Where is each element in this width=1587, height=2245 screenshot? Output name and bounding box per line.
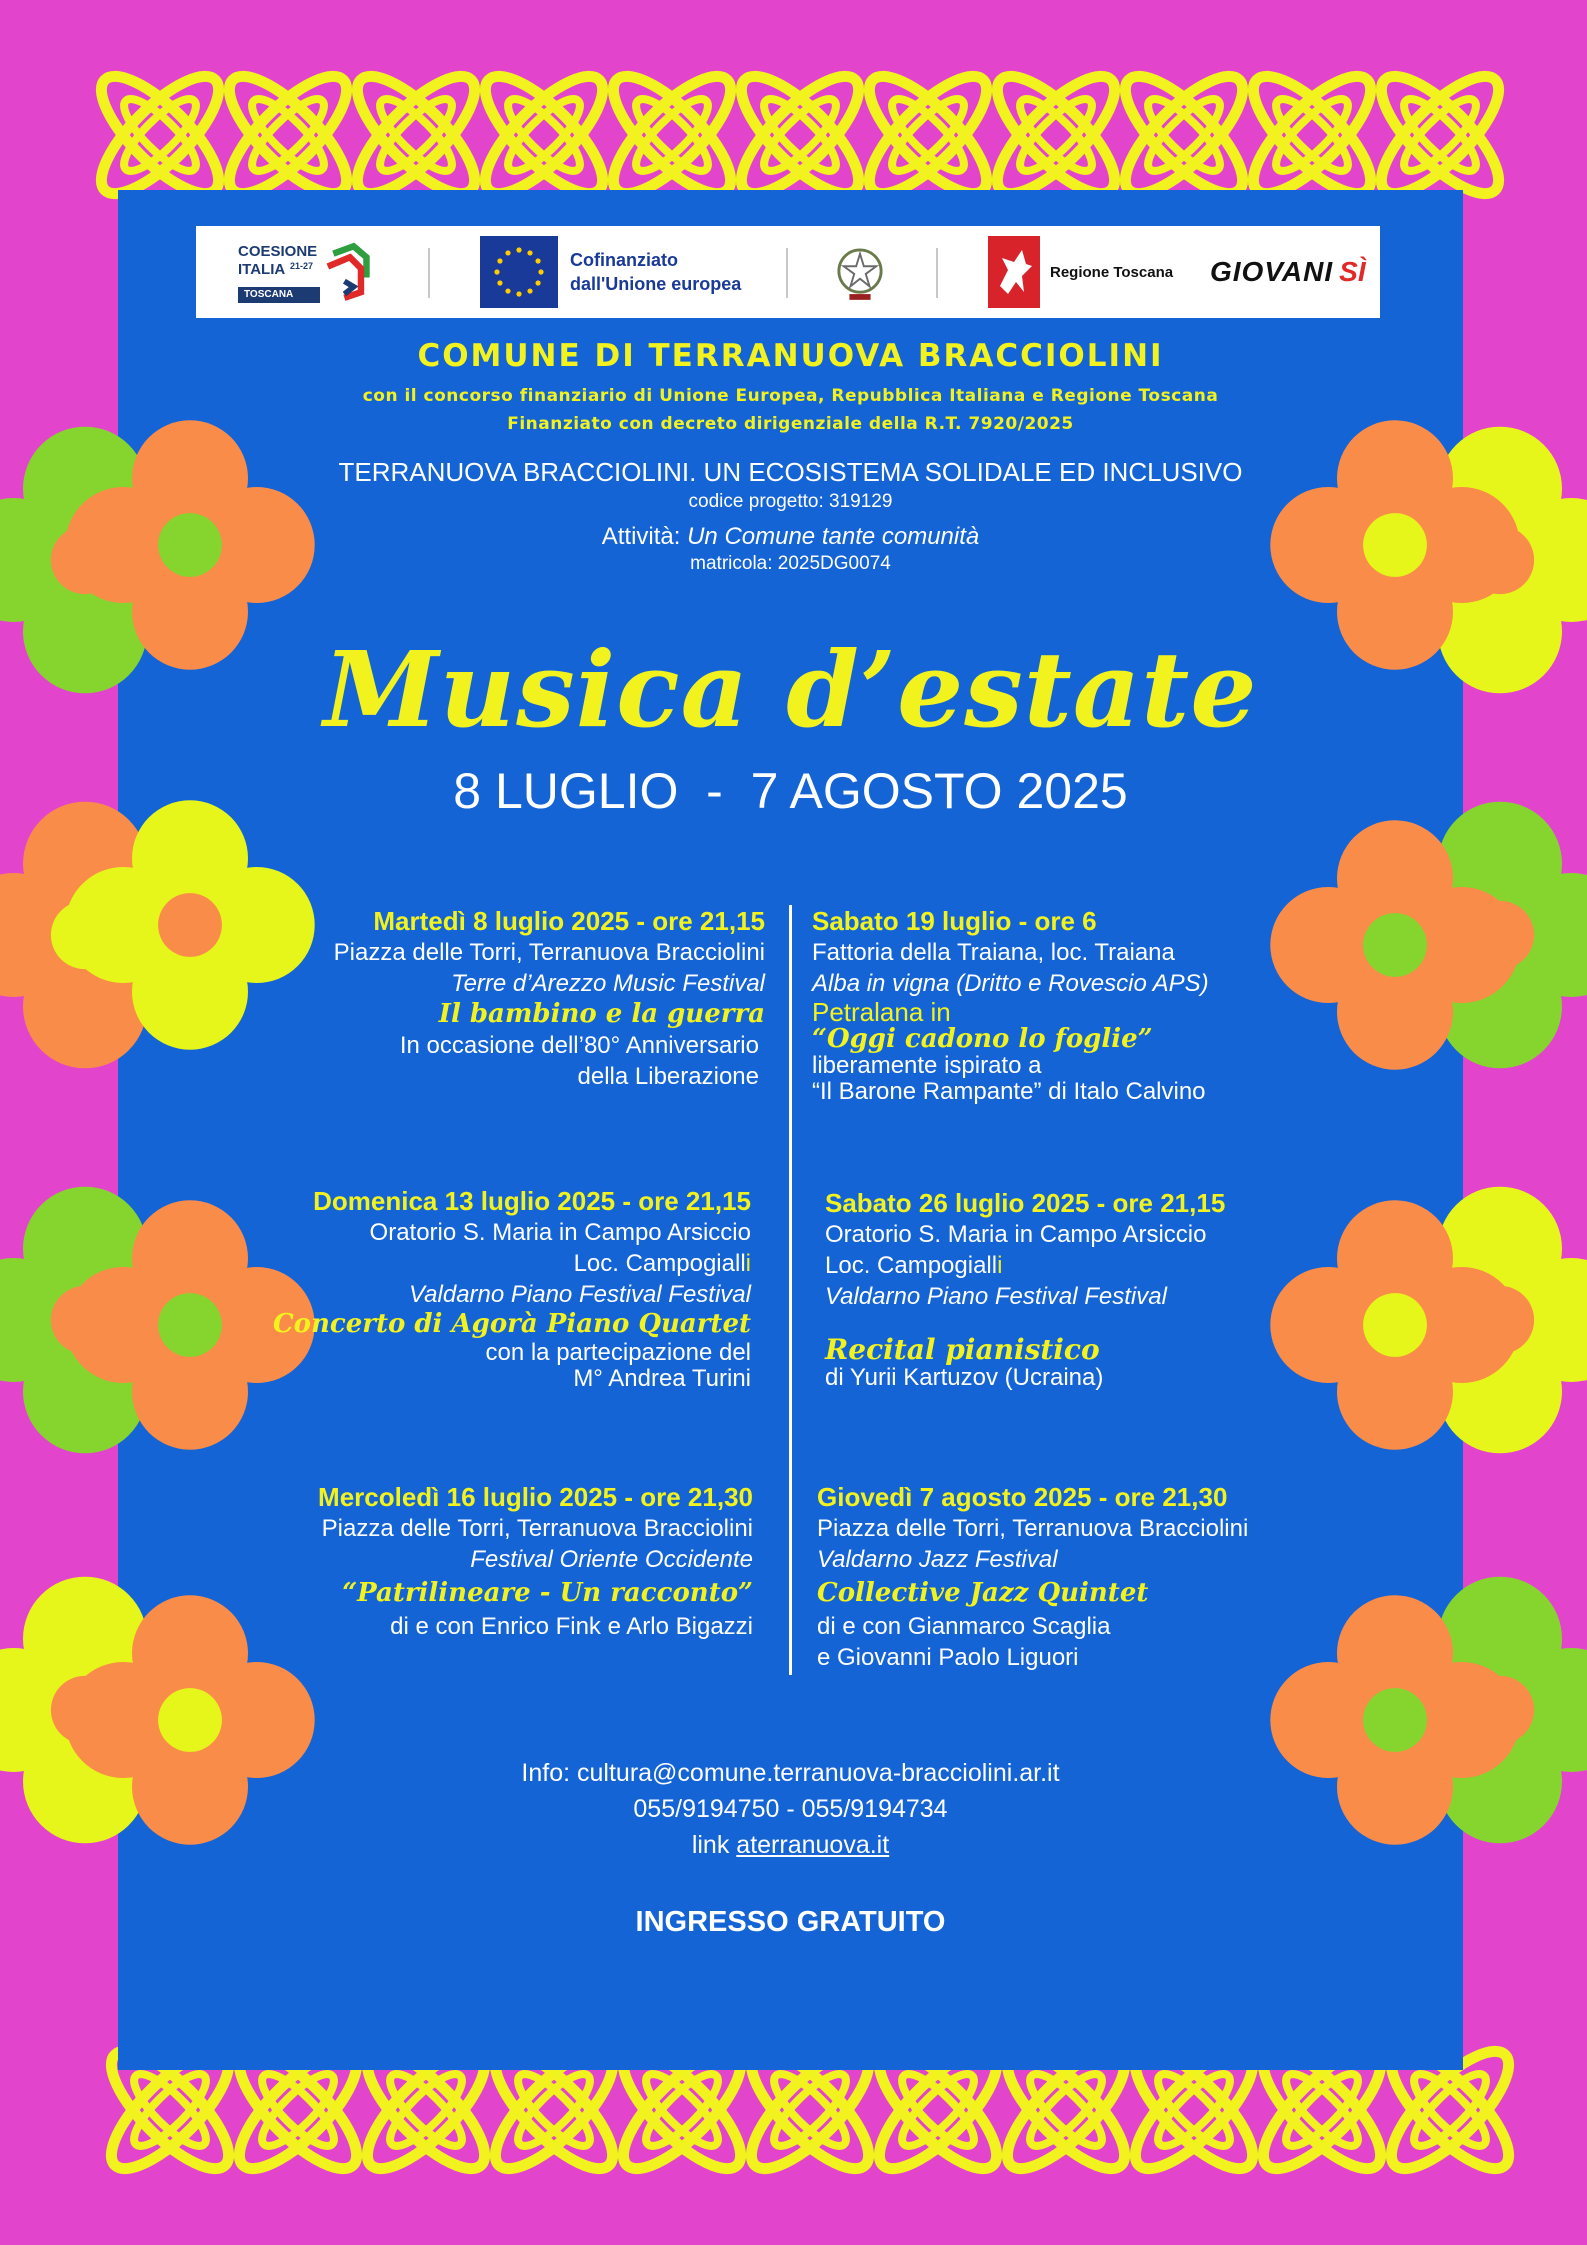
event-note: In occasione dell’80° Anniversario [399, 1032, 759, 1059]
event-performer: Petralana in [812, 997, 951, 1027]
giovani-label: GIOVANI [1210, 256, 1334, 287]
event-note: di e con Gianmarco Scaglia [817, 1613, 1111, 1640]
republic-emblem-icon [836, 237, 884, 307]
event-show: “Patrilineare - Un racconto” [342, 1578, 753, 1608]
progetto-title: TERRANUOVA BRACCIOLINI. UN ECOSISTEMA SOLIDALE ED INCLUSIVO [338, 457, 1243, 487]
event-note: M° Andrea Turini [573, 1365, 751, 1392]
eu-logo [480, 226, 750, 318]
event-loc-text: Loc. Campogiall [825, 1252, 998, 1279]
event-place: Oratorio S. Maria in Campo Arsiccio [825, 1221, 1207, 1248]
attivita-value: Un Comune tante comunità [687, 523, 980, 550]
regione-toscana-logo [988, 226, 1178, 318]
event-festival: Valdarno Piano Festival Festival [825, 1283, 1167, 1310]
event-note: di e con Enrico Fink e Arlo Bigazzi [390, 1613, 753, 1640]
event-card-5 [318, 1482, 753, 1642]
event-date: Sabato 26 luglio 2025 - ore 21,15 [825, 1188, 1226, 1218]
event-date: Domenica 13 luglio 2025 - ore 21,15 [313, 1186, 751, 1216]
info-link[interactable]: aterranuova.it [736, 1831, 890, 1859]
coesione-arrow-icon [326, 241, 372, 303]
event-card-4 [825, 1188, 1225, 1391]
event-place: Fattoria della Traiana, loc. Traiana [812, 939, 1175, 966]
event-place: Piazza delle Torri, Terranuova Bracciolini [817, 1515, 1249, 1542]
attivita-label: Attività: [601, 523, 681, 550]
event-card-6 [817, 1482, 1248, 1673]
eu-line2: dall'Unione europea [570, 274, 742, 294]
event-festival: Festival Oriente Occidente [470, 1546, 753, 1573]
event-date: Mercoledì 16 luglio 2025 - ore 21,30 [318, 1482, 753, 1512]
event-place: Oratorio S. Maria in Campo Arsiccio [369, 1219, 751, 1246]
concorso-line: con il concorso finanziario di Unione Europea, Repubblica Italiana e Regione Toscana [362, 386, 1219, 406]
event-loc-last: i [745, 1250, 751, 1277]
event-loc [825, 1250, 1225, 1281]
poster-title: Musica d’estate [323, 628, 1258, 751]
event-card-3 [272, 1186, 751, 1392]
event-note: con la partecipazione del [485, 1339, 751, 1366]
logo-separator [428, 248, 430, 298]
coesione-years: 21-27 [290, 261, 314, 271]
sponsor-logos-bar [196, 226, 1380, 318]
event-show: “Oggi cadono lo foglie” [812, 1024, 1153, 1054]
eu-line1: Cofinanziato [570, 250, 678, 270]
coesione-line2: ITALIA [238, 261, 286, 278]
regione-label: Regione Toscana [1050, 263, 1174, 281]
event-show: Concerto di Agorà Piano Quartet [272, 1309, 751, 1339]
coesione-region: TOSCANA [238, 287, 320, 303]
giovani-si-label: SÌ [1339, 256, 1366, 287]
event-note: della Liberazione [577, 1063, 759, 1090]
ingresso-gratuito: INGRESSO GRATUITO [635, 1906, 946, 1938]
info-link-label: link [691, 1831, 730, 1859]
info-email: Info: cultura@comune.terranuova-bracciolini.ar.it [521, 1759, 1060, 1787]
logo-separator [786, 248, 788, 298]
comune-heading: COMUNE DI TERRANUOVA BRACCIOLINI [417, 338, 1164, 374]
event-date: Sabato 19 luglio - ore 6 [812, 906, 1097, 936]
italian-republic-emblem [836, 226, 886, 318]
info-phones: 055/9194750 - 055/9194734 [633, 1795, 948, 1823]
event-loc-last: i [997, 1252, 1003, 1279]
logo-separator [936, 248, 938, 298]
event-show: Il bambino e la guerra [438, 999, 765, 1029]
decreto-line: Finanziato con decreto dirigenziale della R.T. 7920/2025 [507, 414, 1074, 434]
attivita-line [118, 523, 1463, 551]
info-link-line [118, 1831, 1463, 1860]
event-place: Piazza delle Torri, Terranuova Bracciolini [333, 939, 765, 966]
event-loc [281, 1248, 751, 1279]
coesione-line1: COESIONE [238, 243, 318, 260]
event-note: liberamente ispirato a [812, 1052, 1042, 1079]
event-festival: Valdarno Jazz Festival [817, 1546, 1058, 1573]
date-range: 8 LUGLIO - 7 AGOSTO 2025 [453, 763, 1128, 819]
event-festival: Valdarno Piano Festival Festival [409, 1281, 751, 1308]
event-show: Recital pianistico [825, 1333, 1100, 1366]
event-card-1 [334, 906, 765, 1092]
event-date: Giovedì 7 agosto 2025 - ore 21,30 [817, 1482, 1228, 1512]
event-card-2 [812, 906, 1209, 1105]
events-divider [789, 905, 792, 1675]
matricola: matricola: 2025DG0074 [690, 553, 891, 574]
codice-progetto: codice progetto: 319129 [688, 491, 893, 512]
event-festival: Terre d’Arezzo Music Festival [451, 970, 765, 997]
event-festival: Alba in vigna (Dritto e Rovescio APS) [812, 970, 1209, 997]
event-note: “Il Barone Rampante” di Italo Calvino [812, 1078, 1206, 1105]
coesione-logo [238, 226, 378, 318]
event-date: Martedì 8 luglio 2025 - ore 21,15 [373, 906, 765, 936]
event-show: Collective Jazz Quintet [817, 1578, 1149, 1608]
event-note: di Yurii Kartuzov (Ucraina) [825, 1364, 1104, 1391]
eu-flag-icon [480, 236, 558, 308]
event-note: e Giovanni Paolo Liguori [817, 1644, 1079, 1671]
giovanisi-logo [1210, 226, 1366, 318]
event-loc-text: Loc. Campogiall [573, 1250, 746, 1277]
event-place: Piazza delle Torri, Terranuova Bracciolini [321, 1515, 753, 1542]
pegasus-icon [988, 236, 1040, 308]
